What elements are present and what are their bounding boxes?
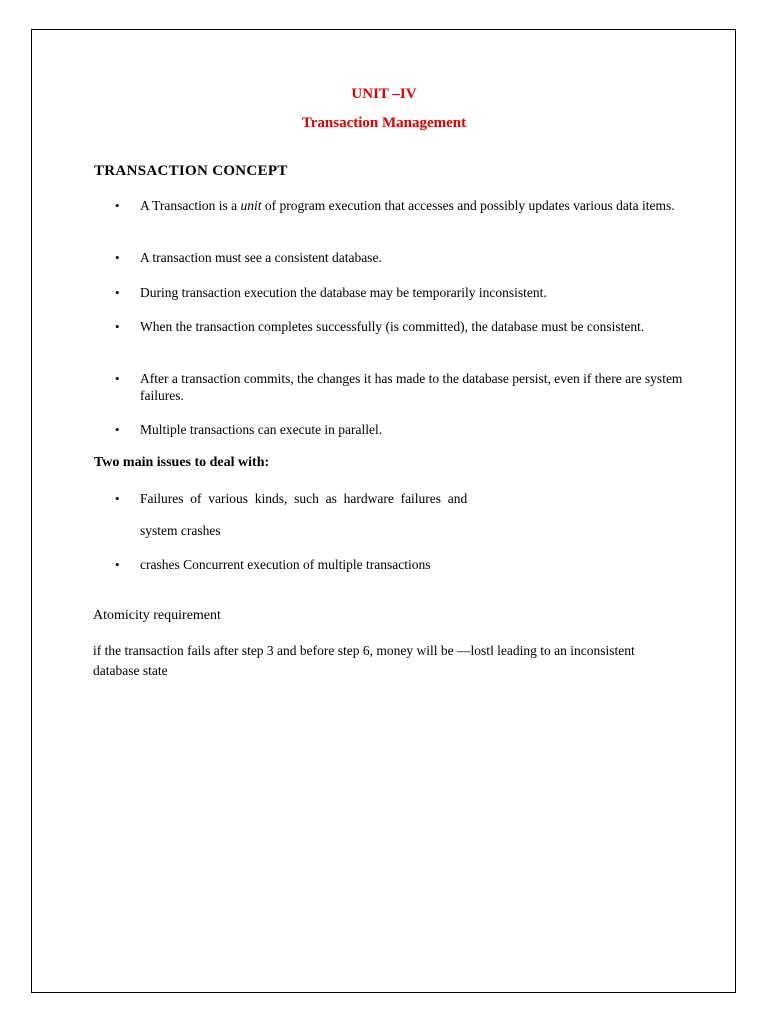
- bullet-icon: •: [115, 371, 120, 386]
- list-item-text: crashes Concurrent execution of multiple transactions: [140, 557, 431, 572]
- bullet-icon: •: [115, 285, 120, 300]
- list-item-text: When the transaction completes successfully (is committed), the database must be consistent.: [140, 319, 645, 334]
- list-item-continuation: system crashes: [140, 523, 221, 538]
- section-heading-atomicity: Atomicity requirement: [93, 608, 221, 623]
- bullet-icon: •: [115, 422, 120, 437]
- bullet-icon: •: [115, 557, 120, 572]
- section-heading-transaction-concept: TRANSACTION CONCEPT: [94, 163, 288, 179]
- document-subtitle: Transaction Management: [301, 115, 467, 131]
- list-item-text: After a transaction commits, the changes it has made to the database persist, even if there are system failures.: [140, 371, 683, 403]
- list-item-text: During transaction execution the database may be temporarily inconsistent.: [140, 285, 547, 300]
- list-item-text: Failures of various kinds, such as hardware failures and: [140, 491, 468, 506]
- atomicity-paragraph: if the transaction fails after step 3 and before step 6, money will be ―lost‖ leading to an inconsistent database state: [93, 643, 635, 678]
- list-item-italic: unit: [240, 198, 262, 213]
- list-item-text: A transaction must see a consistent database.: [140, 250, 382, 265]
- list-item-text: of program execution that accesses and possibly updates various data items.: [261, 198, 675, 213]
- bullet-icon: •: [115, 319, 120, 334]
- unit-title: UNIT –IV: [351, 86, 417, 102]
- list-item-text: A Transaction is a: [140, 198, 241, 213]
- bullet-icon: •: [115, 491, 120, 506]
- bullet-icon: •: [115, 198, 120, 213]
- section-heading-main-issues: Two main issues to deal with:: [94, 455, 270, 470]
- bullet-icon: •: [115, 250, 120, 265]
- list-item-text: Multiple transactions can execute in parallel.: [140, 422, 383, 437]
